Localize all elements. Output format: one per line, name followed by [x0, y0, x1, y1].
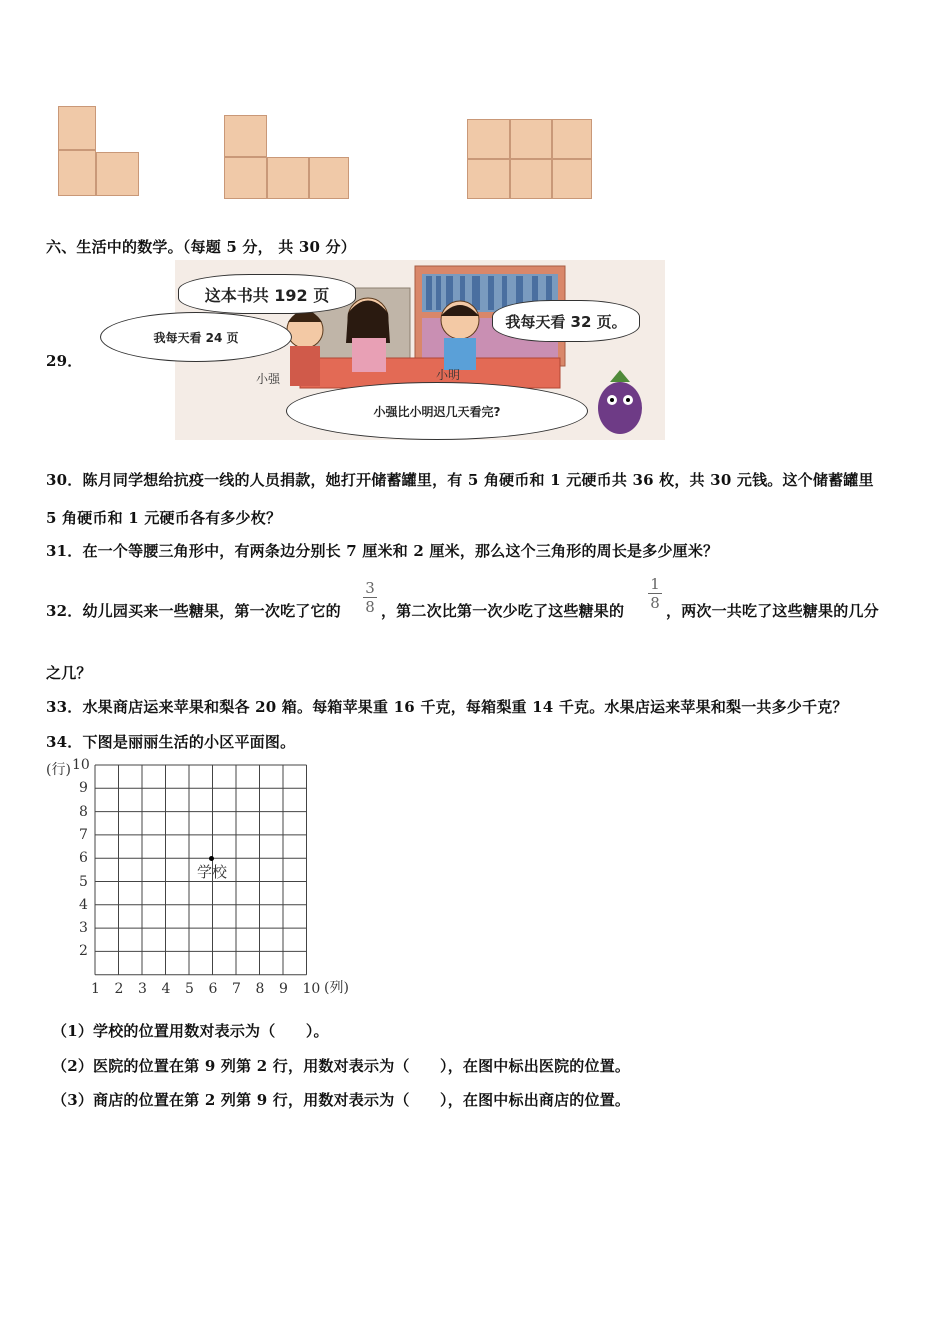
q32-part3: ，两次一共吃了这些糖果的几分: [666, 602, 879, 620]
name-xiaoming: 小明: [436, 368, 461, 382]
row-axis-label: (行): [46, 762, 71, 778]
figure2-square: [224, 115, 267, 157]
q34-sub2: （2）医院的位置在第 9 列第 2 行，用数对表示为（ ），在图中标出医院的位置。: [52, 1057, 631, 1075]
col-tick-label: 9: [279, 980, 288, 997]
col-axis-label: (列): [324, 980, 349, 996]
q34-sub1: （1）学校的位置用数对表示为（ ）。: [52, 1022, 329, 1040]
school-label: 学校: [197, 863, 228, 881]
figure3-square: [552, 159, 592, 199]
q34-sub3: （3）商店的位置在第 2 列第 9 行，用数对表示为（ ），在图中标出商店的位置。: [52, 1091, 631, 1109]
col-tick-label: 6: [208, 980, 218, 997]
community-grid-map: [40, 755, 370, 1000]
q30-line1: 30．陈月同学想给抗疫一线的人员捐款，她打开储蓄罐里，有 5 角硬币和 1 元硬币共 36 枚，共 30 元钱。这个储蓄罐里: [46, 471, 874, 489]
fraction-numerator: 3: [365, 579, 375, 597]
section-title: 六、生活中的数学。（每题 5 分， 共 30 分）: [46, 238, 356, 256]
row-tick-label: 10: [72, 757, 90, 773]
bubble-question: 小强比小明迟几天看完?: [286, 382, 588, 440]
name-xiaoqiang: 小强: [256, 372, 281, 386]
q32-fraction-2: [648, 576, 662, 611]
figure2-square: [309, 157, 349, 199]
q32-fraction-1: [363, 580, 377, 615]
figure3-square: [467, 119, 510, 159]
bubble-book-pages: 这本书共 192 页: [178, 274, 356, 314]
figure2-square: [224, 157, 267, 199]
fraction-numerator: 1: [650, 575, 660, 593]
row-tick-label: 7: [79, 826, 88, 843]
figure3-square: [510, 119, 552, 159]
col-tick-label: 5: [185, 980, 194, 997]
figure2-square: [267, 157, 309, 199]
row-tick-label: 2: [79, 943, 88, 960]
figure3-square: [467, 159, 510, 199]
q32-part2: ，第二次比第一次少吃了这些糖果的: [381, 602, 625, 620]
col-tick-label: 7: [232, 980, 241, 997]
q34-text: 34．下图是丽丽生活的小区平面图。: [46, 733, 296, 751]
figure1-square: [58, 106, 96, 150]
q32-line2: 之几？: [46, 664, 92, 682]
row-tick-label: 9: [79, 780, 88, 797]
q30-line2: 5 角硬币和 1 元硬币各有多少枚？: [46, 509, 282, 527]
bubble-xiaoming: 我每天看 32 页。: [492, 300, 640, 342]
row-tick-label: 5: [79, 873, 88, 890]
row-tick-label: 6: [79, 850, 88, 867]
figure3-square: [552, 119, 592, 159]
row-tick-label: 3: [79, 920, 88, 937]
figure3-square: [510, 159, 552, 199]
row-tick-label: 8: [79, 803, 88, 820]
col-tick-label: 4: [161, 980, 171, 997]
col-tick-label: 10: [302, 980, 321, 997]
q29-number: 29．: [46, 352, 83, 370]
q33-text: 33．水果商店运来苹果和梨各 20 箱。每箱苹果重 16 千克，每箱梨重 14 千克。水果店运来苹果和梨一共多少千克？: [46, 698, 848, 716]
fraction-denominator: 8: [650, 594, 660, 612]
col-tick-label: 8: [255, 980, 265, 997]
q32-part1: 32．幼儿园买来一些糖果，第一次吃了它的: [46, 602, 341, 620]
col-tick-label: 3: [138, 980, 147, 997]
col-tick-label: 2: [114, 980, 124, 997]
row-tick-label: 4: [79, 896, 88, 913]
q31-text: 31．在一个等腰三角形中，有两条边分别长 7 厘米和 2 厘米，那么这个三角形的周长是多少厘米？: [46, 542, 719, 560]
figure1-square: [96, 152, 139, 196]
q29-illustration: [100, 258, 670, 442]
bubble-xiaoqiang: 我每天看 24 页: [100, 312, 292, 362]
fraction-denominator: 8: [365, 598, 375, 616]
col-tick-label: 1: [91, 980, 100, 997]
figure1-square: [58, 150, 96, 196]
